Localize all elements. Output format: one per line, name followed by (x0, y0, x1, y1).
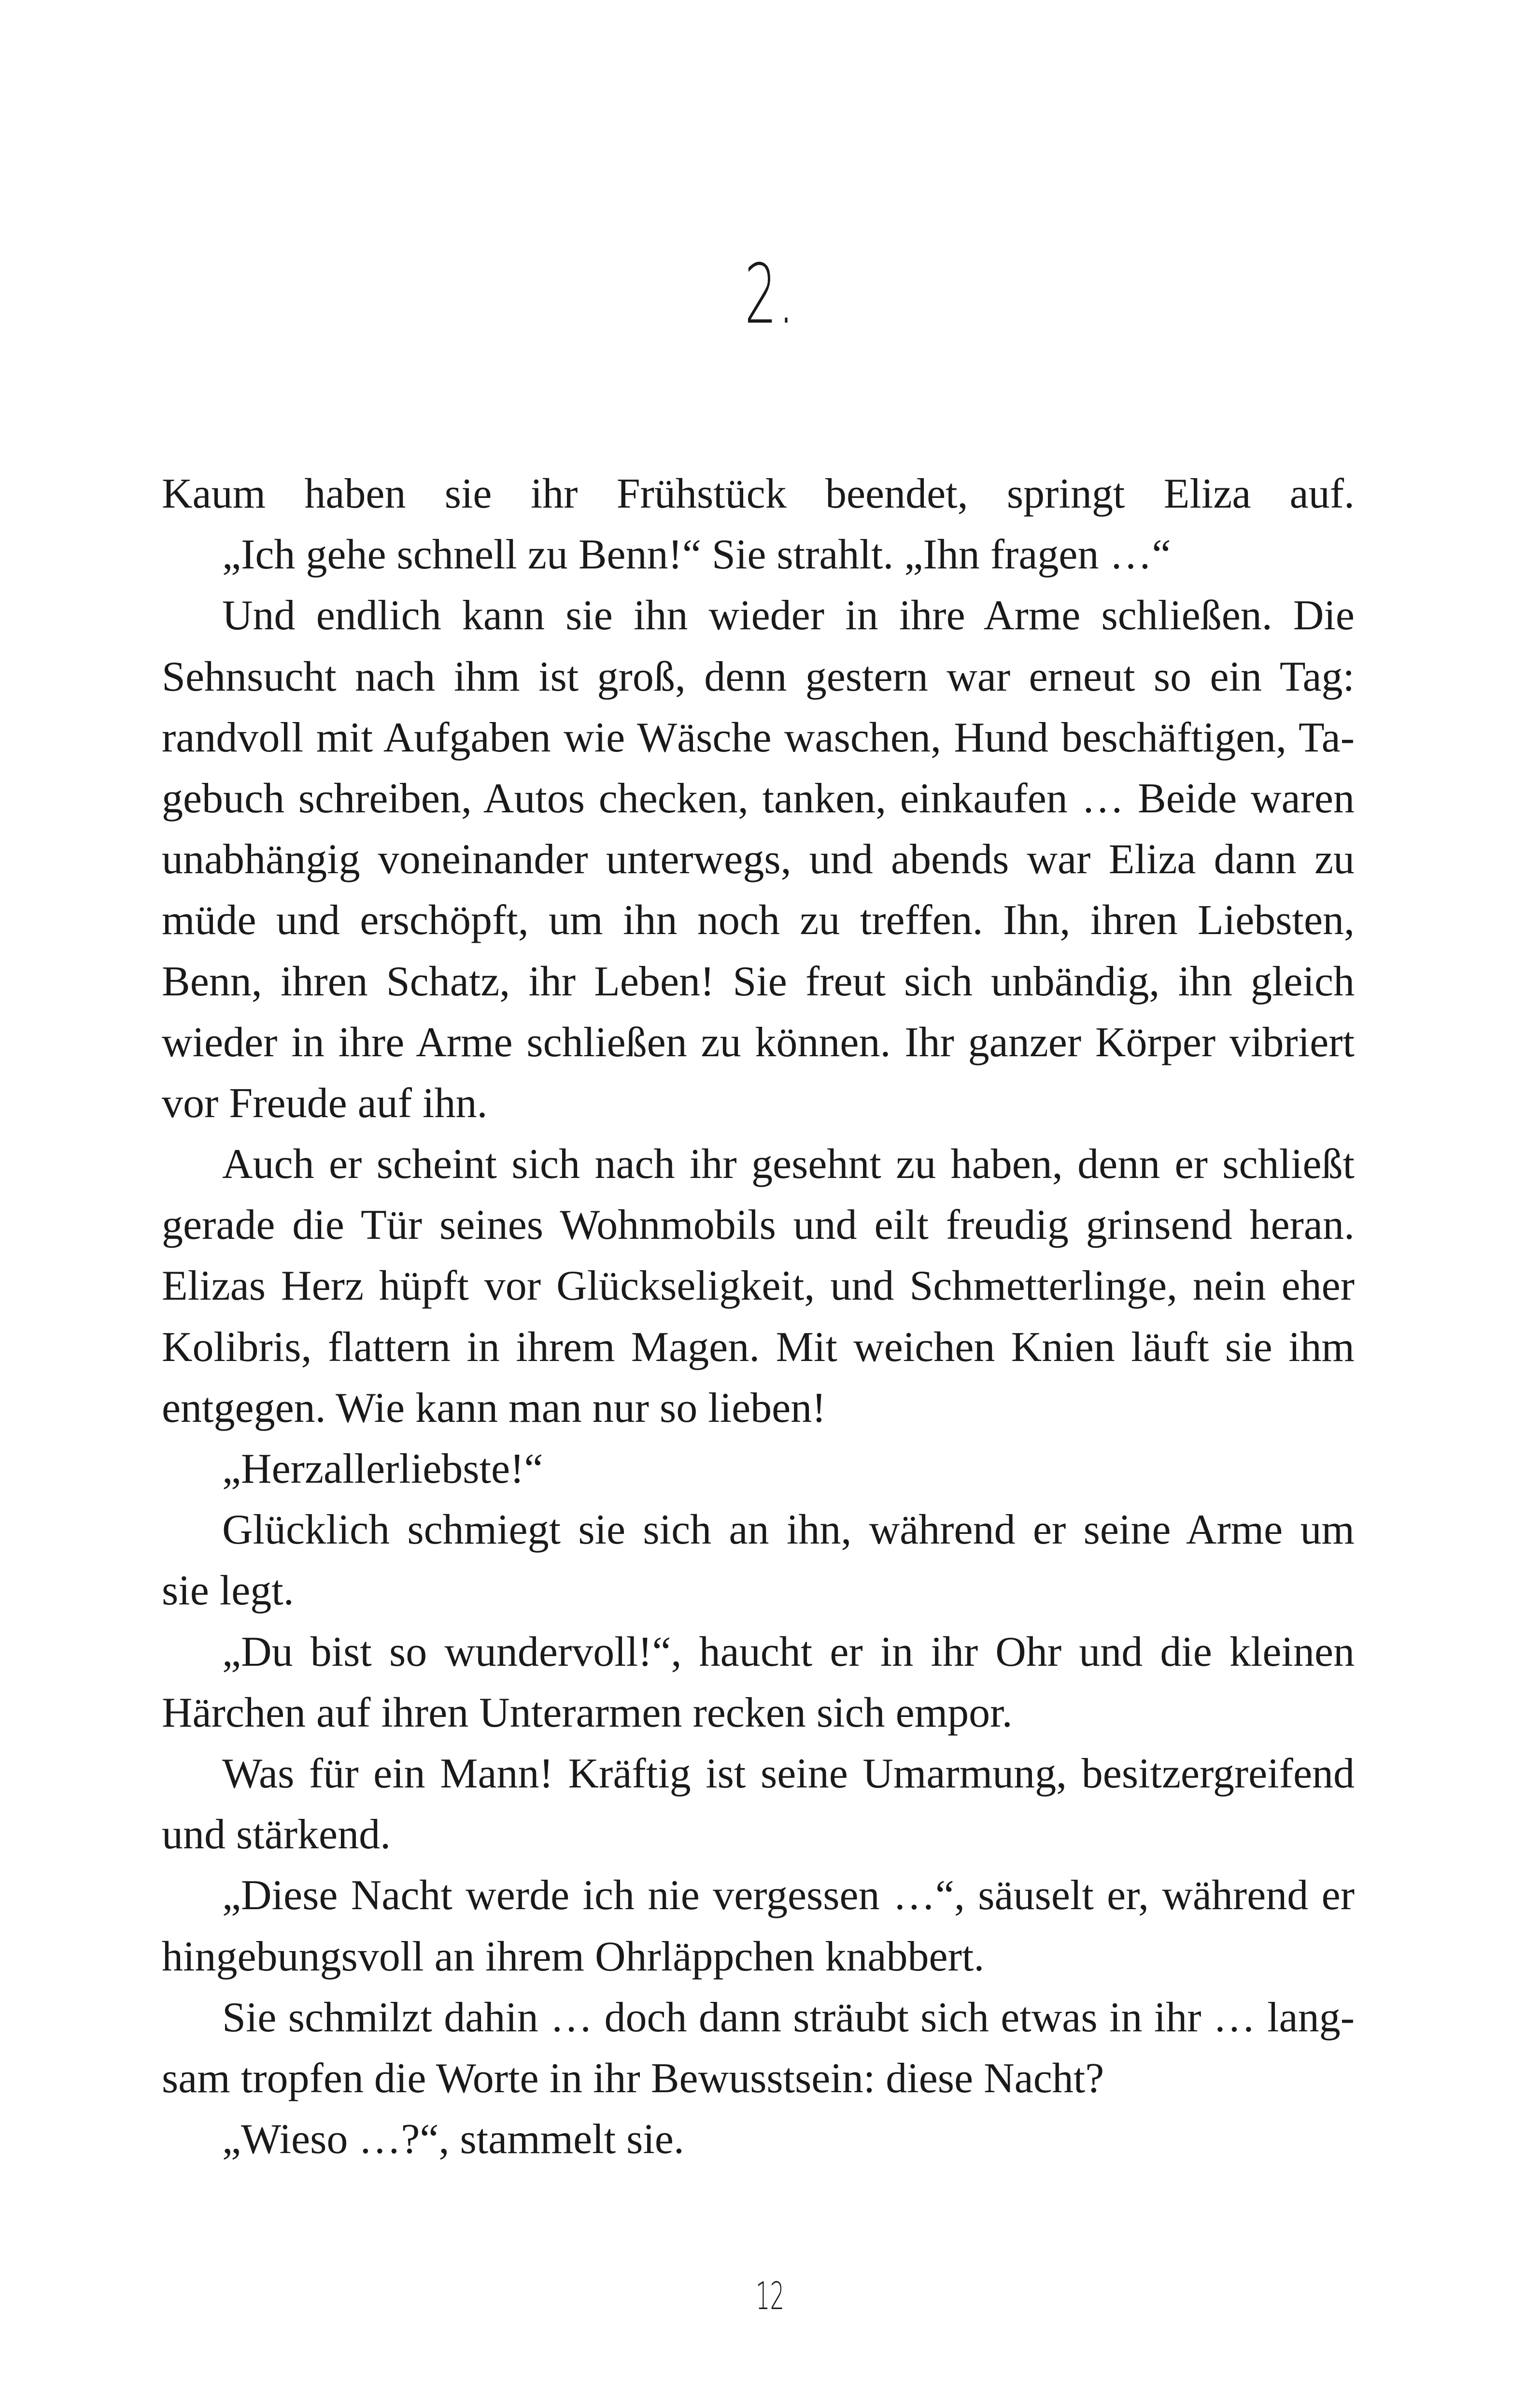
text-line: Und endlich kann sie ihn wieder in ihre Arme schließen. Die (222, 592, 1355, 639)
text-line: müde und erschöpft, um ihn noch zu treffen. Ihn, ihren Liebsten, (162, 897, 1355, 944)
text-line: „Herzallerliebste!“ (222, 1446, 543, 1492)
text-line: gebuch schreiben, Autos checken, tanken, einkaufen … Beide waren (162, 775, 1355, 822)
text-line: gerade die Tür seines Wohnmobils und eilt freudig grinsend heran. (162, 1202, 1355, 1249)
text-line: sie legt. (162, 1567, 294, 1615)
text-line: Kolibris, flattern in ihrem Magen. Mit weichen Knien läuft sie ihm (162, 1323, 1355, 1371)
text-line: unabhängig voneinander unterwegs, und abends war Eliza dann zu (162, 836, 1355, 883)
chapter-number: 2. (744, 247, 796, 342)
text-line: vor Freude auf ihn. (162, 1079, 488, 1127)
text-line: „Du bist so wundervoll!“, haucht er in ihr Ohr und die kleinen (222, 1628, 1355, 1675)
text-line: sam tropfen die Worte in ihr Bewusstsein: diese Nacht? (162, 2055, 1104, 2102)
text-line: Härchen auf ihren Unterarmen recken sich empor. (162, 1689, 1013, 1736)
text-line: entgegen. Wie kann man nur so lieben! (162, 1384, 826, 1432)
text-line: Elizas Herz hüpft vor Glückseligkeit, und Schmetterlinge, nein eher (162, 1262, 1355, 1310)
text-line: randvoll mit Aufgaben wie Wäsche waschen, Hund beschäftigen, Ta- (162, 714, 1355, 761)
text-line: Auch er scheint sich nach ihr gesehnt zu haben, denn er schließt (222, 1141, 1355, 1188)
text-line: Sehnsucht nach ihm ist groß, denn gestern war erneut so ein Tag: (162, 653, 1355, 700)
text-line: und stärkend. (162, 1811, 391, 1858)
text-line: Sie schmilzt dahin … doch dann sträubt sich etwas in ihr … lang- (222, 1994, 1355, 2041)
text-line: Benn, ihren Schatz, ihr Leben! Sie freut sich unbändig, ihn gleich (162, 958, 1355, 1005)
text-line: Kaum haben sie ihr Frühstück beendet, springt Eliza auf. (162, 470, 1355, 517)
text-line: hingebungsvoll an ihrem Ohrläppchen knabbert. (162, 1933, 985, 1980)
text-line: wieder in ihre Arme schließen zu können. Ihr ganzer Körper vibriert (162, 1019, 1355, 1066)
text-line: Was für ein Mann! Kräftig ist seine Umarmung, besitzergreifend (222, 1750, 1355, 1797)
page-number: 12 (755, 2275, 785, 2318)
text-line: „Wieso …?“, stammelt sie. (222, 2116, 684, 2163)
text-line: Glücklich schmiegt sie sich an ihn, während er seine Arme um (222, 1506, 1355, 1554)
text-line: „Diese Nacht werde ich nie vergessen …“, säuselt er, während er (222, 1872, 1355, 1919)
text-line: „Ich gehe schnell zu Benn!“ Sie strahlt. „Ihn fragen …“ (222, 531, 1171, 579)
chapter-body (162, 464, 1355, 2170)
